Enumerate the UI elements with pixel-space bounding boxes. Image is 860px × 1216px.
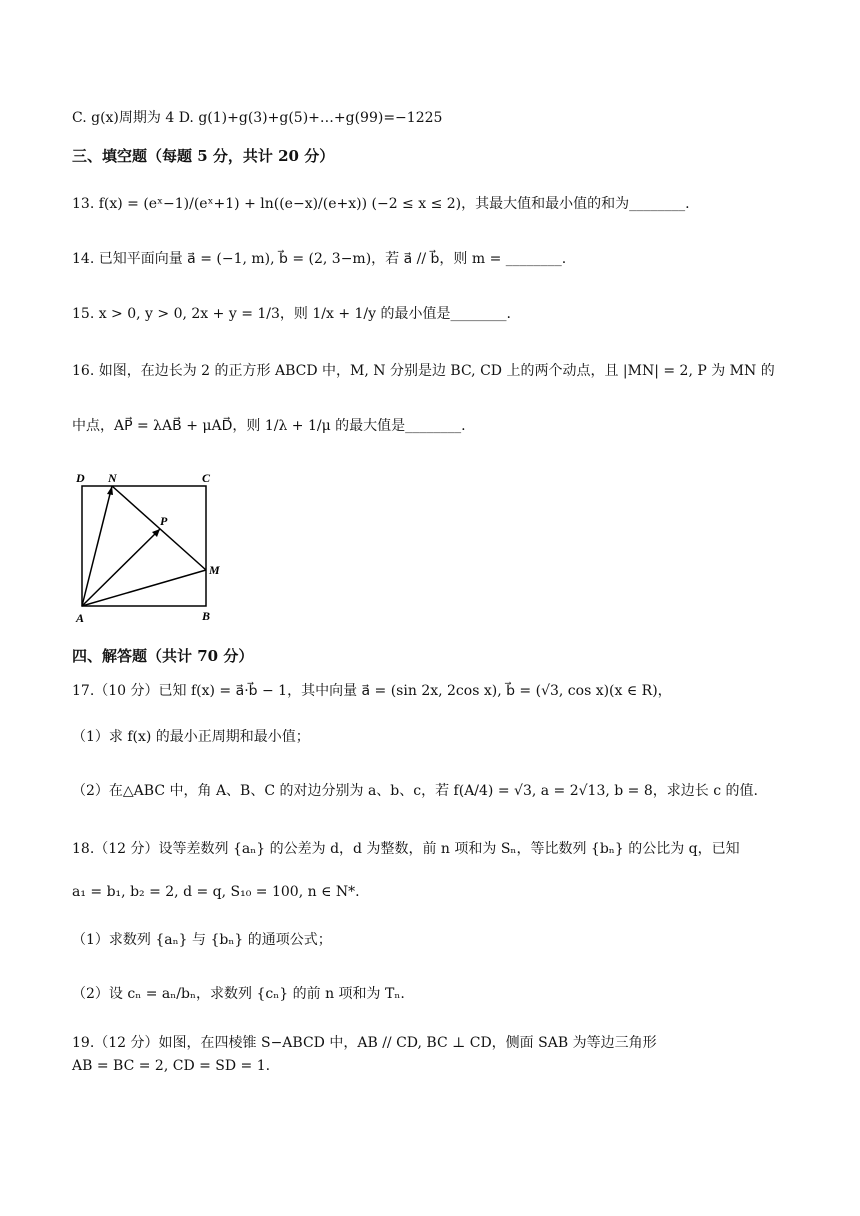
question-17-part1: （1）求 f(x) 的最小正周期和最小值；	[72, 729, 310, 745]
section-fill-blank-heading: 三、填空题（每题 5 分，共计 20 分）	[72, 147, 335, 165]
option-cd: C. g(x)周期为 4 D. g(1)+g(3)+g(5)+…+g(99)=−1225	[72, 110, 443, 126]
question-17: 17.（10 分）已知 f(x) = a⃗·b⃗ − 1，其中向量 a⃗ = (sin 2x, 2cos x), b⃗ = (√3, cos x)(x ∈ R)，	[72, 683, 672, 699]
question-13: 13. f(x) = (eˣ−1)/(eˣ+1) + ln((e−x)/(e+x)) (−2 ≤ x ≤ 2)，其最大值和最小值的和为________.	[72, 196, 690, 212]
question-18-part1: （1）求数列 {aₙ} 与 {bₙ} 的通项公式；	[72, 932, 332, 948]
section-answer-heading: 四、解答题（共计 70 分）	[72, 647, 254, 665]
question-19-line2: AB = BC = 2, CD = SD = 1.	[72, 1058, 271, 1074]
question-16-line1: 16. 如图，在边长为 2 的正方形 ABCD 中，M, N 分别是边 BC, CD 上的两个动点，且 |MN| = 2, P 为 MN 的	[72, 363, 775, 379]
label-A: A	[76, 611, 85, 625]
label-M: M	[209, 563, 220, 577]
label-P: P	[160, 514, 168, 528]
question-18-line1: 18.（12 分）设等差数列 {aₙ} 的公差为 d，d 为整数，前 n 项和为 Sₙ，等比数列 {bₙ} 的公比为 q，已知	[72, 841, 740, 857]
label-D: D	[76, 471, 85, 485]
square-figure	[72, 470, 232, 634]
label-N: N	[108, 471, 117, 485]
label-C: C	[202, 471, 211, 485]
question-17-part2: （2）在△ABC 中，角 A、B、C 的对边分别为 a、b、c，若 f(A/4) = √3, a = 2√13, b = 8，求边长 c 的值.	[72, 783, 758, 799]
question-16-line2: 中点，AP⃗ = λAB⃗ + μAD⃗，则 1/λ + 1/μ 的最大值是________.	[72, 418, 466, 434]
question-14: 14. 已知平面向量 a⃗ = (−1, m), b⃗ = (2, 3−m)，若 a⃗ // b⃗，则 m = ________.	[72, 251, 567, 267]
question-18-line2: a₁ = b₁, b₂ = 2, d = q, S₁₀ = 100, n ∈ N*.	[72, 884, 360, 900]
question-15: 15. x > 0, y > 0, 2x + y = 1/3，则 1/x + 1/y 的最小值是________.	[72, 306, 511, 322]
question-18-part2: （2）设 cₙ = aₙ/bₙ，求数列 {cₙ} 的前 n 项和为 Tₙ.	[72, 986, 405, 1002]
label-B: B	[202, 609, 211, 623]
question-19-line1: 19.（12 分）如图，在四棱锥 S−ABCD 中，AB // CD, BC ⊥ CD，侧面 SAB 为等边三角形	[72, 1035, 657, 1051]
